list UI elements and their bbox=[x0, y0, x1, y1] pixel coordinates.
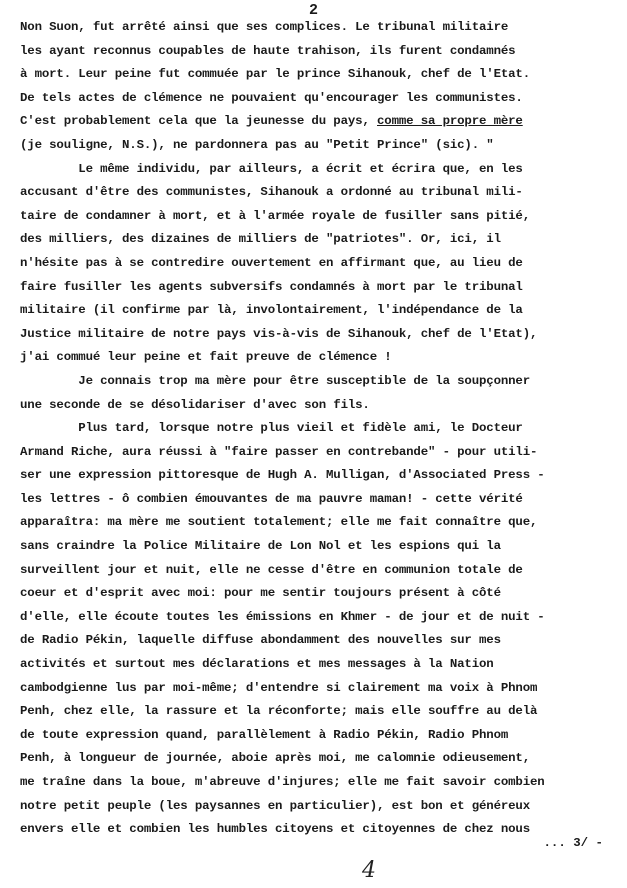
text-line: sans craindre la Police Militaire de Lon Nol et les espions qui la bbox=[20, 539, 501, 554]
text-line: de Radio Pékin, laquelle diffuse abondamment des nouvelles sur mes bbox=[20, 633, 501, 648]
text-line: ser une expression pittoresque de Hugh A. Mulligan, d'Associated Press - bbox=[20, 468, 545, 483]
text-line: de toute expression quand, parallèlement à Radio Pékin, Radio Phnom bbox=[20, 727, 509, 742]
text-line: accusant d'être des communistes, Sihanouk a ordonné au tribunal mili- bbox=[20, 185, 523, 200]
text-line: taire de condamner à mort, et à l'armée royale de fusiller sans pitié, bbox=[20, 208, 530, 223]
text-line: à mort. Leur peine fut commuée par le prince Sihanouk, chef de l'Etat. bbox=[20, 67, 530, 82]
text-line: faire fusiller les agents subversifs condamnés à mort par le tribunal bbox=[20, 279, 523, 294]
text-line: (je souligne, N.S.), ne pardonnera pas au "Petit Prince" (sic). " bbox=[20, 137, 494, 152]
text-line: notre petit peuple (les paysannes en particulier), est bon et généreux bbox=[20, 798, 530, 813]
text-line: apparaîtra: ma mère me soutient totalement; elle me fait connaître que, bbox=[20, 515, 538, 530]
text-line: n'hésite pas à se contredire ouvertement en affirmant que, au lieu de bbox=[20, 255, 523, 270]
text-line: activités et surtout mes déclarations et mes messages à la Nation bbox=[20, 657, 494, 672]
handwritten-annotation: 4 bbox=[362, 858, 376, 883]
text-line: surveillent jour et nuit, elle ne cesse d'être en communion totale de bbox=[20, 562, 523, 577]
text-line: Je connais trop ma mère pour être susceptible de la soupçonner bbox=[20, 373, 530, 388]
text-line: les lettres - ô combien émouvantes de ma pauvre maman! - cette vérité bbox=[20, 491, 523, 506]
underlined-phrase: comme sa propre mère bbox=[377, 114, 523, 129]
text-line: me traîne dans la boue, m'abreuve d'injures; elle me fait savoir combien bbox=[20, 775, 545, 789]
text-line: C'est probablement cela que la jeunesse du pays, comme sa propre mère bbox=[20, 114, 523, 129]
text-line: Non Suon, fut arrêté ainsi que ses complices. Le tribunal militaire bbox=[20, 20, 509, 34]
text-line: des milliers, des dizaines de milliers de "patriotes". Or, ici, il bbox=[20, 232, 501, 247]
continuation-marker: ... 3/ - bbox=[543, 836, 603, 850]
text-line: Armand Riche, aura réussi à "faire passer en contrebande" - pour utili- bbox=[20, 444, 538, 459]
text-line: d'elle, elle écoute toutes les émissions en Khmer - de jour et de nuit - bbox=[20, 609, 545, 624]
text-line: Plus tard, lorsque notre plus vieil et fidèle ami, le Docteur bbox=[20, 421, 523, 436]
body-text bbox=[20, 16, 620, 842]
text-line: j'ai commué leur peine et fait preuve de clémence ! bbox=[20, 350, 392, 365]
text-line: De tels actes de clémence ne pouvaient qu'encourager les communistes. bbox=[20, 90, 523, 105]
text-line: envers elle et combien les humbles citoyens et citoyennes de chez nous bbox=[20, 822, 530, 837]
text-line: coeur et d'esprit avec moi: pour me sentir toujours présent à côté bbox=[20, 586, 501, 601]
text-line: Le même individu, par ailleurs, a écrit et écrira que, en les bbox=[20, 161, 523, 176]
text-line: Penh, à longueur de journée, aboie après moi, me calomnie odieusement, bbox=[20, 751, 530, 766]
page-number: 2 bbox=[308, 2, 318, 19]
text-line: Justice militaire de notre pays vis-à-vis de Sihanouk, chef de l'Etat), bbox=[20, 326, 538, 341]
text-line: Penh, chez elle, la rassure et la réconforte; mais elle souffre au delà bbox=[20, 704, 538, 719]
text-line: une seconde de se désolidariser d'avec son fils. bbox=[20, 397, 370, 412]
text-line: les ayant reconnus coupables de haute trahison, ils furent condamnés bbox=[20, 43, 516, 58]
text-line: militaire (il confirme par là, involontairement, l'indépendance de la bbox=[20, 303, 523, 318]
text-line: cambodgienne lus par moi-même; d'entendre si clairement ma voix à Phnom bbox=[20, 680, 538, 695]
